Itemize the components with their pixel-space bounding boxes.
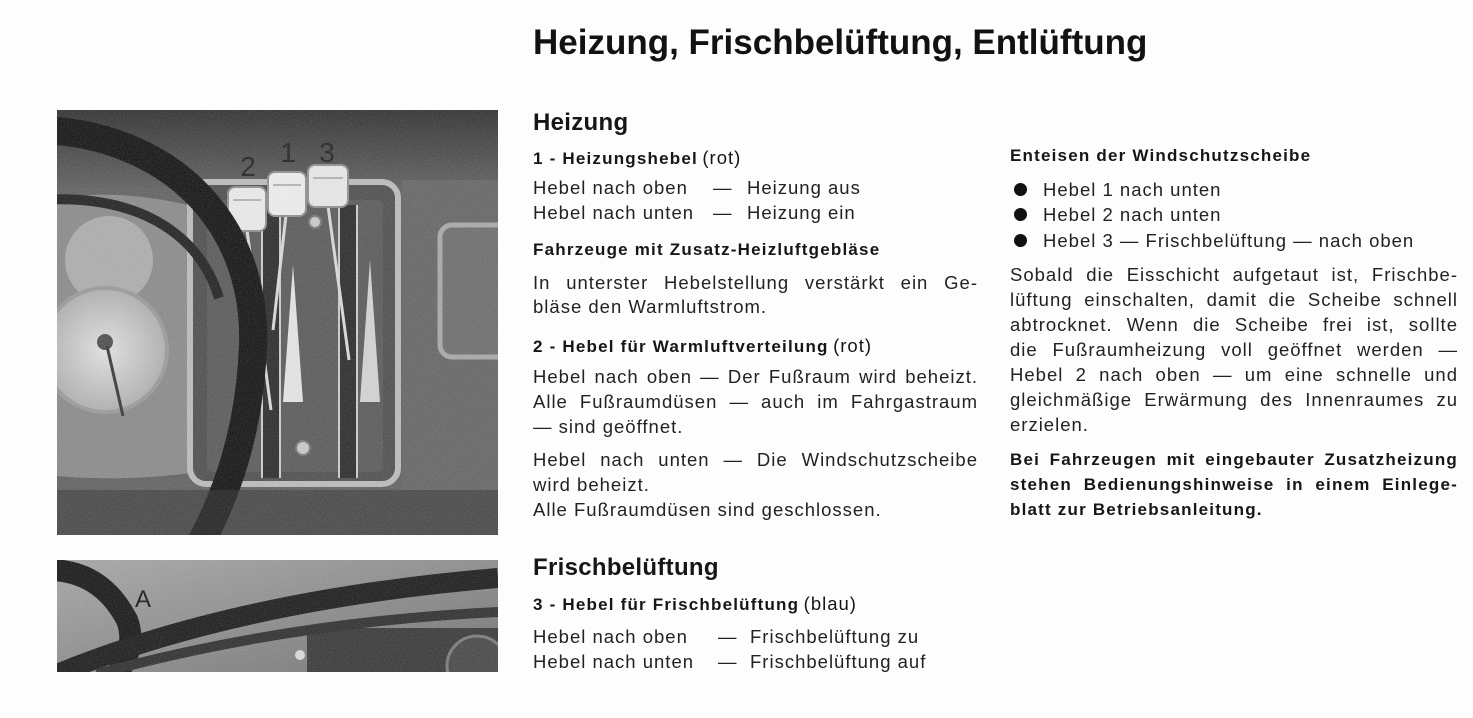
paragraph-line: erzielen. [1010, 414, 1089, 435]
lever-3-position-down [533, 649, 978, 674]
lever-1-position-down [533, 200, 978, 225]
side-column [1010, 0, 1458, 718]
defrost-step-text: Hebel 1 nach unten [1043, 179, 1222, 200]
lever-3-position-up [533, 624, 978, 649]
paragraph-line: Sobald die Eisschicht aufgetaut ist, Frischbe- [1010, 264, 1458, 285]
paragraph-line: abtrocknet. Wenn die Scheibe frei ist, sollte [1010, 314, 1458, 335]
position-dash: — [713, 177, 733, 198]
auxiliary-heater-note-line: Bei Fahrzeugen mit eingebauter Zusatzheizung [1010, 450, 1458, 469]
paragraph-line: Alle Fußraumdüsen — auch im Fahrgastraum [533, 391, 978, 412]
position-label: Hebel nach unten [533, 651, 695, 672]
page-title: Heizung, Frischbelüftung, Entlüftung [533, 23, 1148, 62]
position-dash: — [713, 202, 733, 223]
position-dash: — [718, 626, 738, 647]
auxiliary-heater-note-line: blatt zur Betriebsanleitung. [1010, 500, 1263, 519]
defrost-step-text: Hebel 2 nach unten [1043, 204, 1222, 225]
paragraph-line: lüftung einschalten, damit die Scheibe schnell [1010, 289, 1458, 310]
paragraph-line: bläse den Warmluftstrom. [533, 296, 768, 317]
defrost-step [1010, 228, 1458, 253]
detail-photo-illustration [57, 560, 498, 672]
lever-3-color-note: (blau) [803, 593, 857, 614]
defrost-heading: Enteisen der Windschutzscheibe [1010, 146, 1312, 165]
auxiliary-blower-heading: Fahrzeuge mit Zusatz-Heizluftgebläse [533, 240, 881, 259]
bullet-icon [1014, 183, 1027, 196]
defrost-step [1010, 177, 1458, 202]
lever-2-heading [533, 333, 872, 360]
section-heading-heizung: Heizung [533, 109, 629, 136]
dashboard-photo [57, 110, 498, 535]
position-effect: Frischbelüftung auf [750, 651, 927, 672]
paragraph-line: — sind geöffnet. [533, 416, 684, 437]
auxiliary-heater-note-line: stehen Bedienungshinweise in einem Einlege- [1010, 475, 1458, 494]
position-label: Hebel nach unten [533, 202, 695, 223]
position-dash: — [718, 651, 738, 672]
defrost-step-text: Hebel 3 — Frischbelüftung — nach oben [1043, 230, 1415, 251]
lever-2-label: 2 - Hebel für Warmluftverteilung [533, 337, 829, 356]
paragraph-line: die Fußraumheizung voll geöffnet werden — [1010, 339, 1458, 360]
bullet-icon [1014, 208, 1027, 221]
position-effect: Heizung ein [747, 202, 856, 223]
paragraph-line: wird beheizt. [533, 474, 650, 495]
photo-grain [57, 560, 498, 672]
position-label: Hebel nach oben [533, 177, 688, 198]
defrost-step [1010, 202, 1458, 227]
lever-2-color-note: (rot) [833, 335, 873, 356]
paragraph-line: Hebel nach unten — Die Windschutzscheibe [533, 449, 978, 470]
paragraph-line: In unterster Hebelstellung verstärkt ein Ge- [533, 272, 978, 293]
main-column [533, 0, 978, 718]
detail-photo [57, 560, 498, 672]
photo-grain [57, 110, 498, 535]
position-label: Hebel nach oben [533, 626, 688, 647]
section-heading-frischbelueftung: Frischbelüftung [533, 554, 719, 581]
lever-1-color-note: (rot) [702, 147, 742, 168]
paragraph-line: gleichmäßige Erwärmung des Innenraumes zu [1010, 389, 1458, 410]
dashboard-photo-illustration [57, 110, 498, 535]
bullet-icon [1014, 234, 1027, 247]
lever-3-heading [533, 591, 857, 618]
lever-3-label: 3 - Hebel für Frischbelüftung [533, 595, 800, 614]
position-effect: Frischbelüftung zu [750, 626, 920, 647]
paragraph-line: Hebel nach oben — Der Fußraum wird beheizt. [533, 366, 978, 387]
lever-1-position-up [533, 175, 978, 200]
paragraph-line: Hebel 2 nach oben — um eine schnelle und [1010, 364, 1458, 385]
position-effect: Heizung aus [747, 177, 861, 198]
lever-1-label: 1 - Heizungshebel [533, 149, 698, 168]
lever-1-heading [533, 145, 741, 172]
paragraph-line: Alle Fußraumdüsen sind geschlossen. [533, 499, 882, 520]
